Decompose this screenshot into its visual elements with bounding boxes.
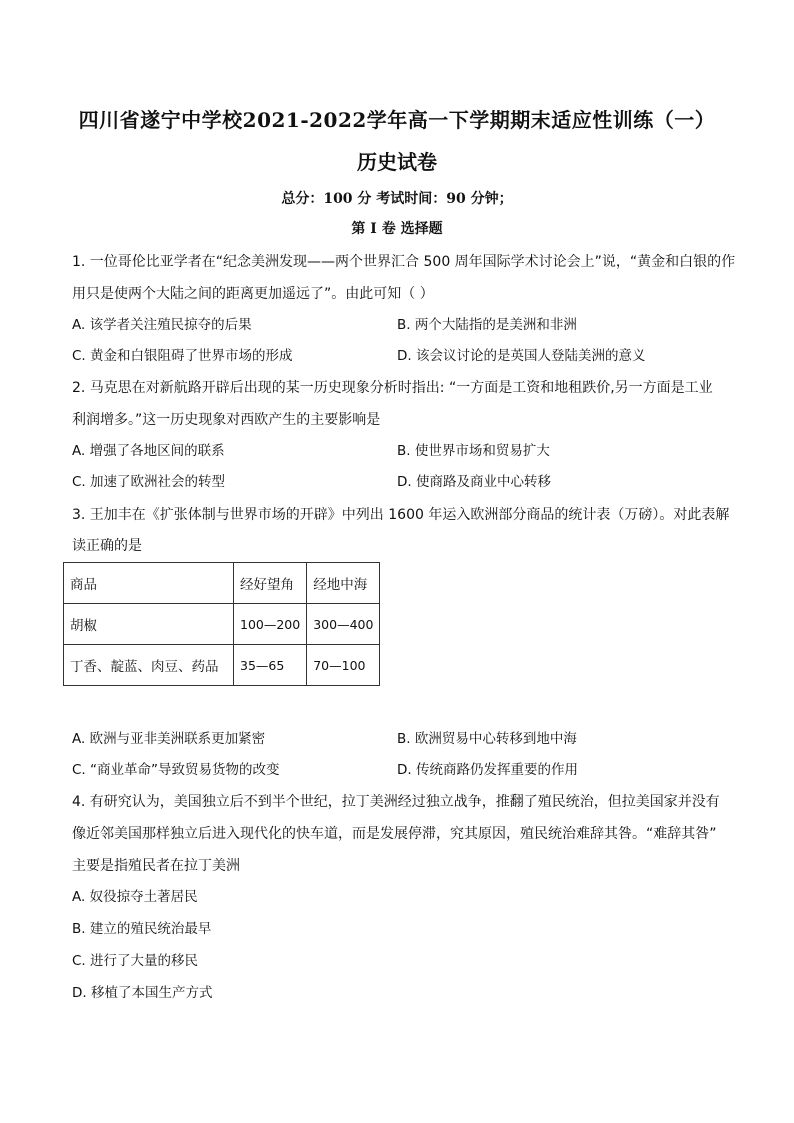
question-2-option-c: C. 加速了欧洲社会的转型 — [72, 474, 226, 490]
question-1-option-c: C. 黄金和白银阻碍了世界市场的形成 — [72, 348, 293, 364]
table-cell: 35—65 — [234, 645, 307, 686]
question-4-option-d: D. 移植了本国生产方式 — [72, 985, 213, 1001]
exam-title: 四川省遂宁中学校2021-2022学年高一下学期期末适应性训练（一） — [78, 108, 716, 132]
section-heading: 第 I 卷 选择题 — [351, 221, 443, 237]
question-1-option-a: A. 该学者关注殖民掠夺的后果 — [72, 317, 252, 333]
exam-subject: 历史试卷 — [357, 150, 437, 174]
question-4-option-a: A. 奴役掠夺土著居民 — [72, 889, 198, 905]
table-cell: 丁香、靛蓝、肉豆、药品 — [64, 645, 234, 686]
question-2-option-d: D. 使商路及商业中心转移 — [397, 474, 551, 490]
table-cell: 70—100 — [307, 645, 380, 686]
question-3-stem-line-1: 3. 王加丰在《扩张体制与世界市场的开辟》中列出 1600 年运入欧洲部分商品的统计表（万磅）。对此表解 — [72, 507, 730, 523]
question-1-stem-line-1: 1. 一位哥伦比亚学者在“纪念美洲发现——两个世界汇合 500 周年国际学术讨论会上”说，“黄金和白银的作 — [72, 254, 736, 270]
question-3-option-c: C. “商业革命”导致贸易货物的改变 — [72, 762, 280, 778]
question-1-option-d: D. 该会议讨论的是英国人登陆美洲的意义 — [397, 348, 646, 364]
question-4-stem-line-3: 主要是指殖民者在拉丁美洲 — [72, 858, 240, 874]
table-header-row — [64, 563, 380, 604]
table-row — [64, 604, 380, 645]
question-2-option-a: A. 增强了各地区间的联系 — [72, 443, 225, 459]
question-3-option-b: B. 欧洲贸易中心转移到地中海 — [397, 731, 577, 747]
question-3-option-d: D. 传统商路仍发挥重要的作用 — [397, 762, 578, 778]
question-4-option-b: B. 建立的殖民统治最早 — [72, 921, 212, 937]
question-4-option-c: C. 进行了大量的移民 — [72, 953, 199, 969]
table-header-cell: 经好望角 — [234, 563, 307, 604]
table-cell: 胡椒 — [64, 604, 234, 645]
table-cell: 100—200 — [234, 604, 307, 645]
question-1-stem-line-2: 用只是使两个大陆之间的距离更加遥远了”。由此可知（ ） — [72, 286, 434, 302]
question-2-stem-line-1: 2. 马克思在对新航路开辟后出现的某一历史现象分析时指出: “一方面是工资和地租跌价,另一方面是工业 — [72, 380, 713, 396]
table-header-cell: 商品 — [64, 563, 234, 604]
table-row — [64, 645, 380, 686]
question-4-stem-line-2: 像近邻美国那样独立后进入现代化的快车道，而是发展停滞，究其原因，殖民统治难辞其咎。“难辞其咎” — [72, 826, 717, 842]
question-3-option-a: A. 欧洲与亚非美洲联系更加紧密 — [72, 731, 266, 747]
question-2-stem-line-2: 利润增多。”这一历史现象对西欧产生的主要影响是 — [72, 412, 381, 428]
goods-table — [63, 562, 380, 686]
question-1-option-b: B. 两个大陆指的是美洲和非洲 — [397, 317, 577, 333]
question-4-stem-line-1: 4. 有研究认为，美国独立后不到半个世纪，拉丁美洲经过独立战争，推翻了殖民统治，但拉美国家并没有 — [72, 794, 720, 810]
exam-meta: 总分：100 分 考试时间：90 分钟； — [281, 191, 513, 207]
question-2-option-b: B. 使世界市场和贸易扩大 — [397, 443, 550, 459]
table-cell: 300—400 — [307, 604, 380, 645]
question-3-stem-line-2: 读正确的是 — [72, 538, 142, 554]
table-header-cell: 经地中海 — [307, 563, 380, 604]
